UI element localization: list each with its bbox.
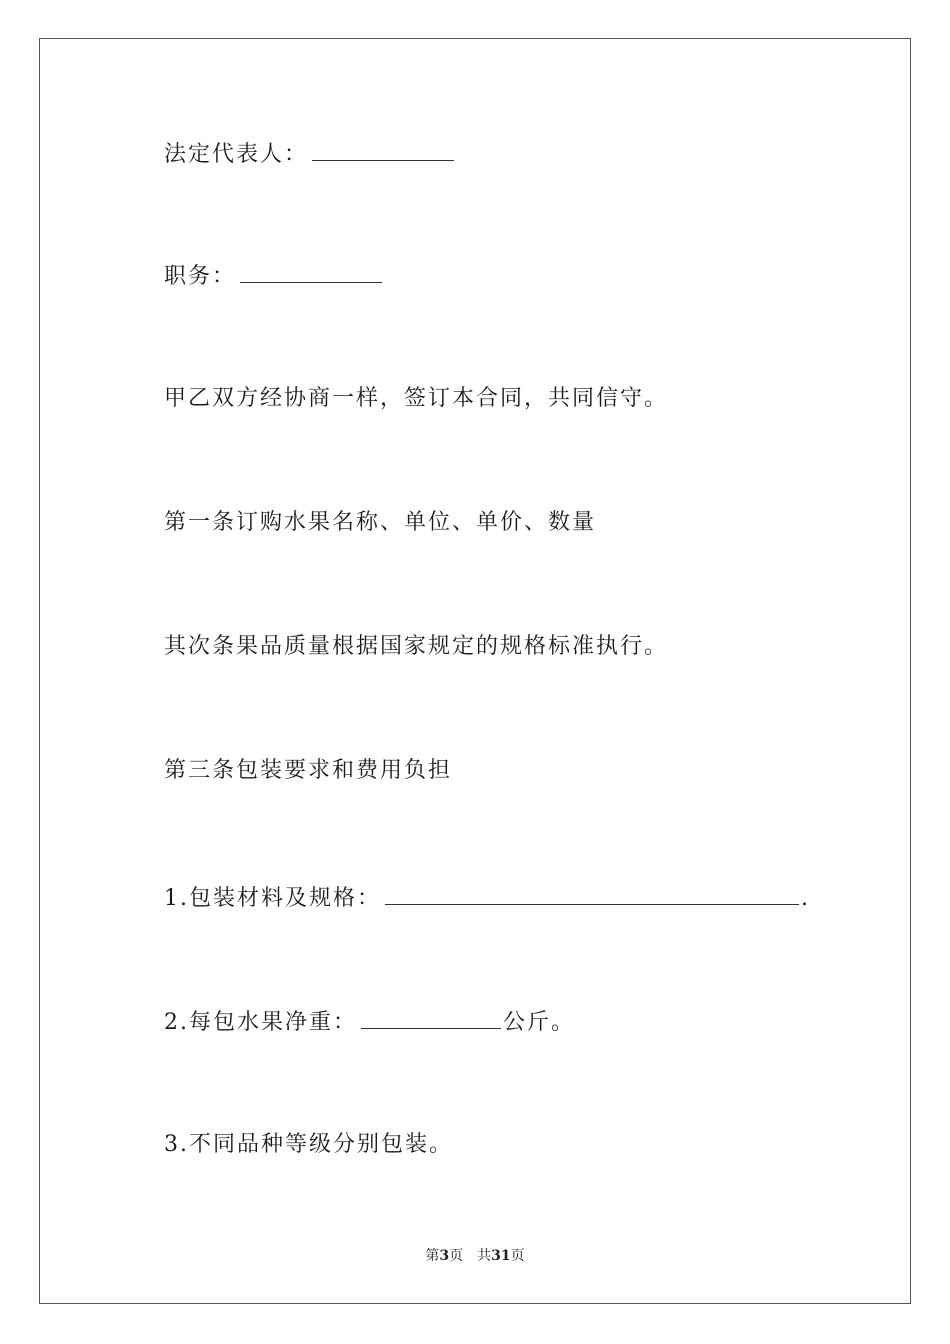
item-1-label: 1.包装材料及规格： [164,886,381,911]
item-2-label: 2.每包水果净重： [164,1010,357,1035]
article-3-heading: 第三条包装要求和费用负担 [164,758,453,783]
article-1-heading: 第一条订购水果名称、单位、单价、数量 [164,510,597,535]
page-footer [0,1246,950,1266]
legal-representative-line [164,138,456,170]
item-1-blank [385,882,799,905]
item-3-line: 3.不同品种等级分别包装。 [164,1132,453,1157]
footer-page-prefix: 第 [425,1248,440,1264]
footer-page-number: 3 [439,1248,450,1264]
item-1-line [164,882,810,914]
page-frame [39,38,911,1304]
footer-page-suffix: 页 [449,1248,464,1264]
footer-total-suffix: 页 [510,1248,525,1264]
position-blank [240,260,382,283]
footer-total-pages: 31 [491,1248,511,1264]
item-2-line [164,1006,575,1038]
item-2-blank [361,1006,501,1029]
position-label: 职务： [164,264,237,289]
article-2-paragraph: 其次条果品质量根据国家规定的规格标准执行。 [164,634,669,659]
legal-representative-blank [312,138,454,161]
agreement-paragraph: 甲乙双方经协商一样，签订本合同，共同信守。 [164,386,669,411]
item-1-end: . [801,886,810,911]
item-2-suffix: 公斤。 [503,1010,576,1035]
position-line [164,260,384,292]
legal-representative-label: 法定代表人： [164,142,309,167]
footer-total-prefix: 共 [477,1248,492,1264]
